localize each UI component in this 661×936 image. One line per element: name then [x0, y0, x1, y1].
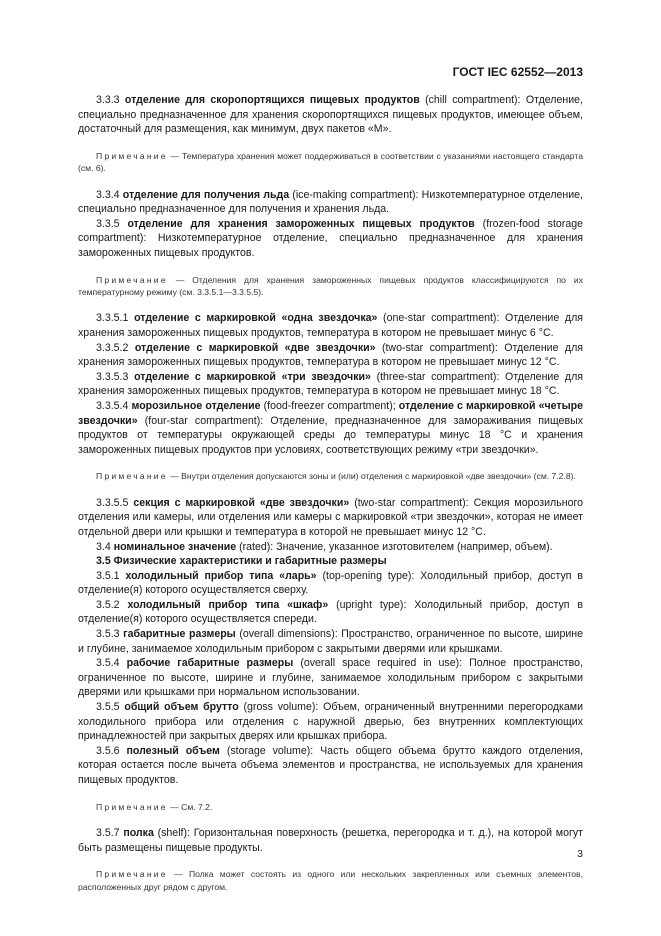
note: Примечание — Полка может состоять из одного или нескольких закрепленных или съемных элементов, расположенных друг рядом с другом.	[78, 869, 583, 892]
term: отделение с маркировкой «две звездочки»	[134, 341, 376, 354]
paragraph-3-3-4: 3.3.4 отделение для получения льда (ice-making compartment): Низкотемпературное отделение, специально предназначенное для получения и хранения льда.	[78, 188, 583, 216]
section-heading: 3.5 Физические характеристики и габаритные размеры	[96, 555, 387, 568]
paragraph-3-4: 3.4 номинальное значение (rated): Значение, указанное изготовителем (например, объем).	[96, 540, 553, 553]
paragraph-3-5-4: 3.5.4 рабочие габаритные размеры (overall space required in use): Полное пространство, ограниченное по высоте, ширине и глубине, занимаемое холодильным прибором с закрытыми дверями или крышками при нормальном использовании.	[78, 657, 583, 699]
term: морозильное отделение	[131, 399, 261, 412]
term: номинальное значение	[113, 540, 237, 553]
term: общий объем брутто	[124, 701, 239, 714]
paragraph-3-5-5: 3.5.5 общий объем брутто (gross volume): Объем, ограниченный внутренними перегородками холодильного прибора или отделения с наружной дверью, без внутренних комплектующих принадлежностей при закрытых дверях или крышках прибора.	[78, 701, 584, 743]
document-body	[78, 93, 583, 906]
term: отделение для скоропортящихся пищевых продуктов	[124, 94, 420, 106]
note: Примечание — См. 7.2.	[96, 801, 213, 812]
note: Примечание — Температура хранения может поддерживаться в соответствии с указаниями настоящего стандарта (см. 6).	[78, 150, 583, 174]
term: отделение с маркировкой «три звездочки»	[134, 370, 371, 383]
paragraph-3-3-5-4: 3.3.5.4 морозильное отделение (food-freezer compartment); отделение с маркировкой «четыре звездочки» (four-star compartment): Отделение, предназначенное для замораживания пищевых продуктов от температуры окружающей среды до температуры минус 18 °С и хранения замороженных пищевых продуктов при условиях, соответствующих режиму «три звездочки».	[78, 399, 584, 456]
term: полезный объем	[126, 744, 220, 757]
term: габаритные размеры	[123, 628, 236, 641]
term: холодильный прибор типа «ларь»	[125, 569, 317, 582]
term: отделение для хранения замороженных пищевых продуктов	[127, 217, 475, 230]
page-number: 3	[577, 848, 583, 860]
paragraph-3-5-3: 3.5.3 габаритные размеры (overall dimensions): Пространство, ограниченное по высоте, ширине и глубине, занимаемое холодильным прибором с закрытыми дверями или крышками.	[78, 628, 583, 655]
term: секция с маркировкой «две звездочки»	[133, 496, 350, 509]
note: Примечание — Отделения для хранения замороженных пищевых продуктов классифицируются по их температурному режиму (см. 3.3.5.1—3.3.5.5).	[78, 274, 583, 297]
document-header: ГОСТ IEC 62552—2013	[452, 65, 583, 79]
term: полка	[123, 827, 154, 839]
term: рабочие габаритные размеры	[126, 657, 294, 670]
paragraph-3-3-5-3: 3.3.5.3 отделение с маркировкой «три звездочки» (three-star compartment): Отделение для хранения замороженных пищевых продуктов, температура в котором не превышает минус 18 °С.	[78, 370, 583, 398]
term: отделение с маркировкой «одна звездочка»	[134, 312, 378, 325]
term: холодильный прибор типа «шкаф»	[127, 598, 329, 611]
paragraph-3-5-2: 3.5.2 холодильный прибор типа «шкаф» (upright type): Холодильный прибор, доступ в отделение(я) которого осуществляется спереди.	[78, 598, 583, 626]
term: отделение с маркировкой «четыре звездочки»	[78, 399, 584, 427]
paragraph-3-3-3: 3.3.3 отделение для скоропортящихся пищевых продуктов (chill compartment): Отделение, специально предназначенное для хранения скоропортящихся пищевых продуктов, имеющее объем, достаточный для размещения, как минимум, двух пакетов «М».	[78, 94, 583, 136]
term: отделение для получения льда	[122, 188, 290, 201]
paragraph-3-5-7: 3.5.7 полка (shelf): Горизонтальная поверхность (решетка, перегородка и т. д.), на которой могут быть размещены пищевые продукты.	[78, 827, 583, 854]
paragraph-3-5-6: 3.5.6 полезный объем (storage volume): Часть общего объема брутто каждого отделения, которая остается после вычета объема элементов и пространства, не используемых для хранения пищевых продуктов.	[78, 744, 584, 786]
note: Примечание — Внутри отделения допускаются зоны и (или) отделения с маркировкой «две звездочки» (см. 7.2.8).	[96, 471, 576, 482]
paragraph-3-3-5: 3.3.5 отделение для хранения замороженных пищевых продуктов (frozen-food storage compartment): Низкотемпературное отделение, специально предназначенное для хранения замороженных пищевых продуктов.	[78, 217, 584, 259]
paragraph-3-3-5-5: 3.3.5.5 секция с маркировкой «две звездочки» (two-star compartment): Секция морозильного отделения или камеры, или отделения или камеры с маркировкой «три звездочки», которая не имеет отдельной двери или крышки и температура в которой не превышает минус 12 °С.	[78, 496, 583, 538]
paragraph-3-5-1: 3.5.1 холодильный прибор типа «ларь» (top-opening type): Холодильный прибор, доступ в отделение(я) которого осуществляется сверху.	[78, 569, 583, 597]
paragraph-3-3-5-2: 3.3.5.2 отделение с маркировкой «две звездочки» (two-star compartment): Отделение для хранения замороженных пищевых продуктов, температура в котором не превышает минус 12 °С.	[78, 341, 584, 369]
paragraph-3-3-5-1: 3.3.5.1 отделение с маркировкой «одна звездочка» (one-star compartment): Отделение для хранения замороженных пищевых продуктов, температура в котором не превышает минус 6 °С.	[78, 312, 583, 339]
